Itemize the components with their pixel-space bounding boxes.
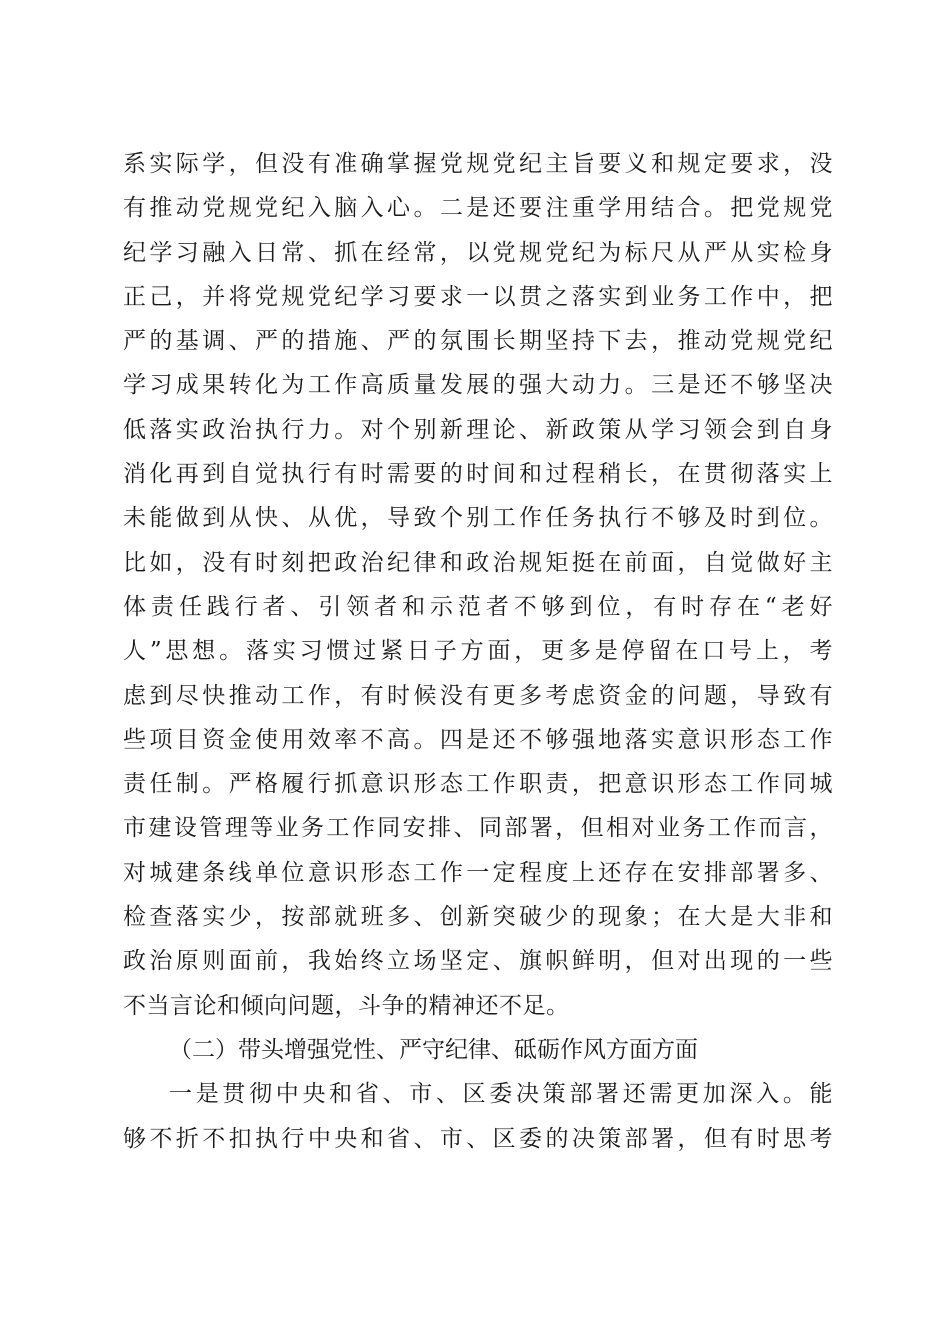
body-text-line: 虑到尽快推动工作，有时候没有更多考虑资金的问题，导致有 [123,682,833,709]
body-text-line: 严的基调、严的措施、严的氛围长期坚持下去，推动党规党纪 [123,328,833,355]
body-text-line: 纪学习融入日常、抓在经常，以党规党纪为标尺从严从实检身 [123,239,833,266]
body-text-line: 人”思想。落实习惯过紧日子方面，更多是停留在口号上，考 [123,638,833,665]
body-text-line: 一是贯彻中央和省、市、区委决策部署还需更加深入。能 [169,1081,833,1108]
document-body [123,142,833,1161]
body-text-line: 系实际学，但没有准确掌握党规党纪主旨要义和规定要求，没 [123,151,833,177]
body-text-line: 正己，并将党规党纪学习要求一以贯之落实到业务工作中，把 [123,283,833,310]
body-text-line: 够不折不扣执行中央和省、市、区委的决策部署，但有时思考 [123,1125,833,1152]
section-heading: （二）带头增强党性、严守纪律、砥砺作风方面方面 [169,1036,698,1063]
body-text-line: 比如，没有时刻把政治纪律和政治规矩挺在前面，自觉做好主 [123,549,833,576]
body-text-line: 市建设管理等业务工作同安排、同部署，但相对业务工作而言， [123,815,833,842]
body-text-line: 有推动党规党纪入脑入心。二是还要注重学用结合。把党规党 [123,195,833,222]
body-text-line: 消化再到自觉执行有时需要的时间和过程稍长，在贯彻落实上 [123,461,833,488]
body-text-line: 体责任践行者、引领者和示范者不够到位，有时存在“老好 [123,593,833,620]
body-text-line: 未能做到从快、从优，导致个别工作任务执行不够及时到位。 [123,505,833,532]
body-text-line: 检查落实少，按部就班多、创新突破少的现象；在大是大非和 [123,904,833,931]
body-text-line: 对城建条线单位意识形态工作一定程度上还存在安排部署多、 [123,859,833,886]
body-text-line: 责任制。严格履行抓意识形态工作职责，把意识形态工作同城 [123,771,833,798]
body-text-line: 低落实政治执行力。对个别新理论、新政策从学习领会到自身 [123,416,833,443]
body-text-line: 些项目资金使用效率不高。四是还不够强地落实意识形态工作 [123,726,833,753]
body-text-line: 学习成果转化为工作高质量发展的强大动力。三是还不够坚决 [123,372,833,399]
body-text-line: 政治原则面前，我始终立场坚定、旗帜鲜明，但对出现的一些 [123,948,833,975]
body-text-line: 不当言论和倾向问题，斗争的精神还不足。 [123,992,570,1019]
